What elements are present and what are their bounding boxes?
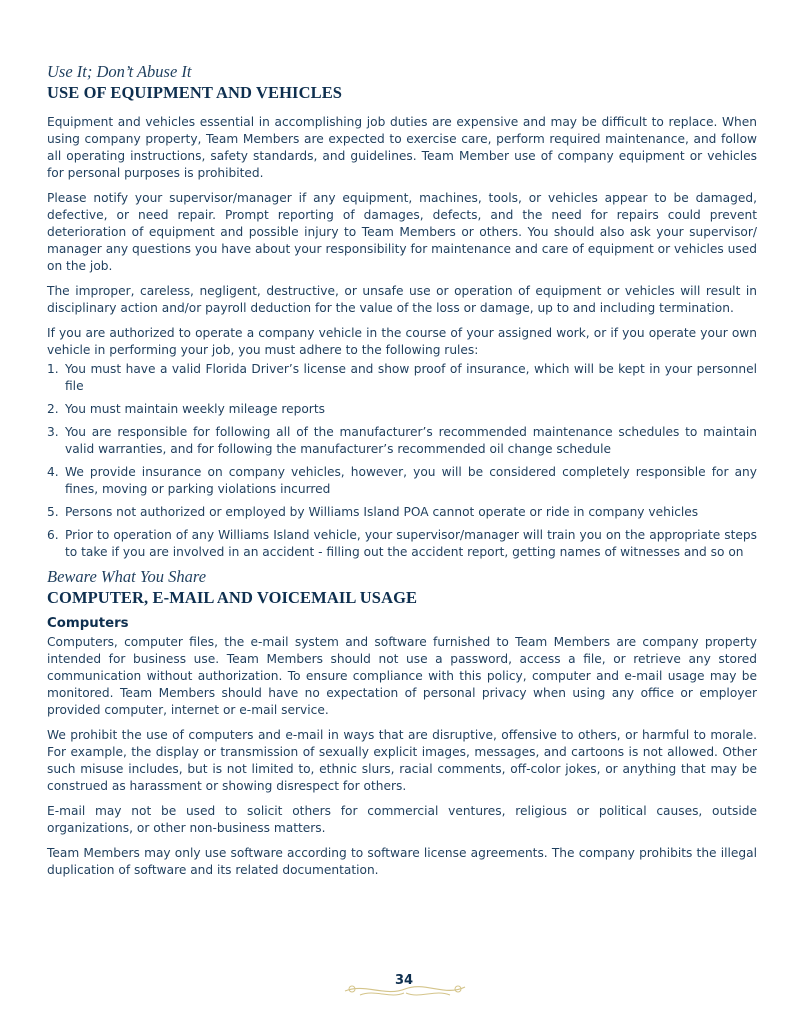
paragraph: Equipment and vehicles essential in accomplishing job duties are expensive and may be difficult to replace. When using company property, Team Members are expected to exercise care, perform required maintenance, and follow all operating instructions, safety standards, and guidelines. Team Member use of company equipment or vehicles for personal purposes is prohibited.	[47, 115, 757, 180]
list-number: 2.	[47, 402, 59, 416]
paragraph: The improper, careless, negligent, destructive, or unsafe use or operation of equipment or vehicles will result in disciplinary action and/or payroll deduction for the value of the loss or damage, up to and including termination.	[47, 284, 757, 315]
page-number: 34	[394, 973, 414, 988]
list-text: You must maintain weekly mileage reports	[65, 402, 325, 416]
section-equipment-vehicles	[47, 62, 757, 561]
list-item	[47, 424, 757, 458]
list-text: You are responsible for following all of the manufacturer’s recommended maintenance schedules to maintain valid warranties, and for following the manufacturer’s recommended oil change schedule	[65, 425, 757, 456]
list-item	[47, 504, 757, 521]
paragraph: Computers, computer files, the e-mail system and software furnished to Team Members are company property intended for business use. Team Members should not use a password, access a file, or retrieve any stored communication without authorization. To ensure compliance with this policy, computer and e-mail usage may be monitored. Team Members should have no expectation of personal privacy when using any office or employer provided computer, internet or e-mail service.	[47, 635, 757, 717]
list-number: 5.	[47, 505, 59, 519]
document-page	[47, 62, 757, 887]
paragraph: Please notify your supervisor/manager if any equipment, machines, tools, or vehicles appear to be damaged, defective, or need repair. Prompt reporting of damages, defects, and the need for repairs could prevent deterioration of equipment and possible injury to Team Members or others. You should also ask your supervisor/ manager any questions you have about your responsibility for maintenance and care of equipment or vehicles used on the job.	[47, 191, 757, 273]
list-item	[47, 464, 757, 498]
paragraph: E-mail may not be used to solicit others for commercial ventures, religious or political causes, outside organizations, or other non-business matters.	[47, 804, 757, 835]
paragraph: If you are authorized to operate a company vehicle in the course of your assigned work, or if you operate your own vehicle in performing your job, you must adhere to the following rules:	[47, 326, 757, 357]
section-kicker: Use It; Don’t Abuse It	[47, 62, 192, 81]
list-text: We provide insurance on company vehicles, however, you will be considered completely responsible for any fines, moving or parking violations incurred	[65, 465, 757, 496]
list-text: Prior to operation of any Williams Island vehicle, your supervisor/manager will train you on the appropriate steps to take if you are involved in an accident - filling out the accident report, getting names of witnesses and so on	[65, 528, 757, 559]
list-number: 3.	[47, 425, 59, 439]
list-text: You must have a valid Florida Driver’s license and show proof of insurance, which will be kept in your personnel file	[65, 362, 757, 393]
list-item	[47, 361, 757, 395]
paragraph: Team Members may only use software according to software license agreements. The company prohibits the illegal duplication of software and its related documentation.	[47, 846, 757, 877]
section-computer-email-usage	[47, 567, 757, 879]
section-title: COMPUTER, E-MAIL AND VOICEMAIL USAGE	[47, 588, 418, 607]
list-item	[47, 527, 757, 561]
paragraph: We prohibit the use of computers and e-mail in ways that are disruptive, offensive to others, or harmful to morale. For example, the display or transmission of sexually explicit images, messages, and cartoons is not allowed. Other such misuse includes, but is not limited to, ethnic slurs, racial comments, off-color jokes, or anything that may be construed as harassment or showing disrespect for others.	[47, 728, 757, 793]
list-text: Persons not authorized or employed by Williams Island POA cannot operate or ride in company vehicles	[65, 505, 699, 519]
subheading-computers: Computers	[47, 616, 129, 631]
list-item	[47, 401, 757, 418]
list-number: 6.	[47, 528, 59, 542]
list-number: 4.	[47, 465, 59, 479]
vehicle-rules-list	[47, 361, 757, 561]
list-number: 1.	[47, 362, 59, 376]
section-title: USE OF EQUIPMENT AND VEHICLES	[47, 83, 343, 102]
section-kicker: Beware What You Share	[47, 567, 207, 586]
